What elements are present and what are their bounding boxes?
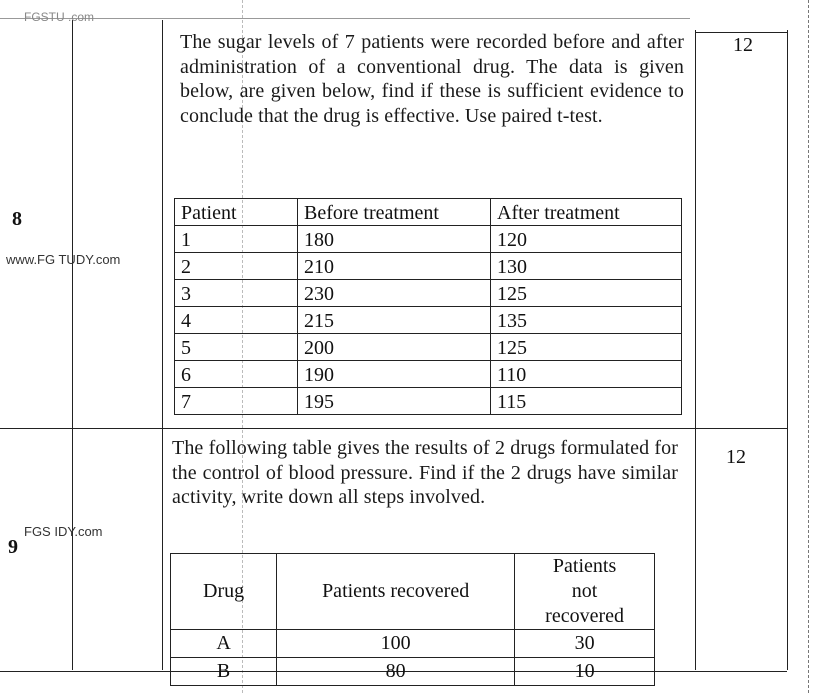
col-divider-qtext-left (162, 20, 163, 670)
question-8-table (174, 198, 682, 415)
question-number-8: 8 (12, 208, 22, 230)
col-divider-marks-left (695, 30, 696, 670)
table-row (175, 334, 682, 361)
table-header: Patients recovered (277, 554, 515, 630)
table-header: Patient (175, 199, 298, 226)
table-row (175, 361, 682, 388)
table-cell: 2 (175, 253, 298, 280)
question-separator (0, 428, 787, 429)
table-header: Before treatment (298, 199, 491, 226)
table-row (175, 253, 682, 280)
table-cell: 125 (491, 280, 682, 307)
table-cell: 200 (298, 334, 491, 361)
question-8-marks: 12 (733, 34, 753, 56)
table-cell: 190 (298, 361, 491, 388)
question-9-marks: 12 (726, 446, 746, 468)
table-cell: 10 (515, 658, 655, 686)
table-cell: 210 (298, 253, 491, 280)
table-cell: 5 (175, 334, 298, 361)
watermark-top: FGSTU .com (24, 10, 95, 24)
top-border (0, 18, 690, 19)
question-8-text: The sugar levels of 7 patients were recorded before and after administration of a conventional drug. The data is given below, are given below, find if these is sufficient evidence to conclude that the drug is effective. Use paired t-test. (180, 31, 684, 127)
col-divider-left (72, 20, 73, 670)
table-cell: 80 (277, 658, 515, 686)
table-row (175, 307, 682, 334)
table-cell: 120 (491, 226, 682, 253)
table-header-row (175, 199, 682, 226)
table-row (171, 658, 655, 686)
table-row (175, 226, 682, 253)
table-cell: 180 (298, 226, 491, 253)
table-header: After treatment (491, 199, 682, 226)
table-cell: 100 (277, 630, 515, 658)
table-cell: 3 (175, 280, 298, 307)
table-cell: B (171, 658, 277, 686)
table-cell: 215 (298, 307, 491, 334)
table-cell: 7 (175, 388, 298, 415)
watermark-q9: FGS IDY.com (24, 524, 103, 539)
watermark-q8: www.FG TUDY.com (6, 252, 121, 267)
question-9-table (170, 553, 655, 686)
table-cell: 230 (298, 280, 491, 307)
table-cell: 110 (491, 361, 682, 388)
table-row (175, 388, 682, 415)
table-cell: 130 (491, 253, 682, 280)
table-header: Patients not recovered (515, 554, 655, 630)
table-cell: 195 (298, 388, 491, 415)
table-row (175, 280, 682, 307)
table-header: Drug (171, 554, 277, 630)
table-cell: 6 (175, 361, 298, 388)
question-number-9: 9 (8, 536, 18, 558)
marks-top-border (695, 32, 787, 33)
table-cell: 115 (491, 388, 682, 415)
table-header-row (171, 554, 655, 630)
table-cell: 135 (491, 307, 682, 334)
table-cell: 125 (491, 334, 682, 361)
question-9-text: The following table gives the results of 2 drugs formulated for the control of blood pressure. Find if the 2 drugs have similar activity, write down all steps involved. (172, 437, 678, 508)
table-cell: 1 (175, 226, 298, 253)
table-row (171, 630, 655, 658)
scan-artifact-line (808, 0, 809, 693)
table-cell: A (171, 630, 277, 658)
table-cell: 4 (175, 307, 298, 334)
col-divider-marks-right (787, 30, 788, 670)
table-cell: 30 (515, 630, 655, 658)
